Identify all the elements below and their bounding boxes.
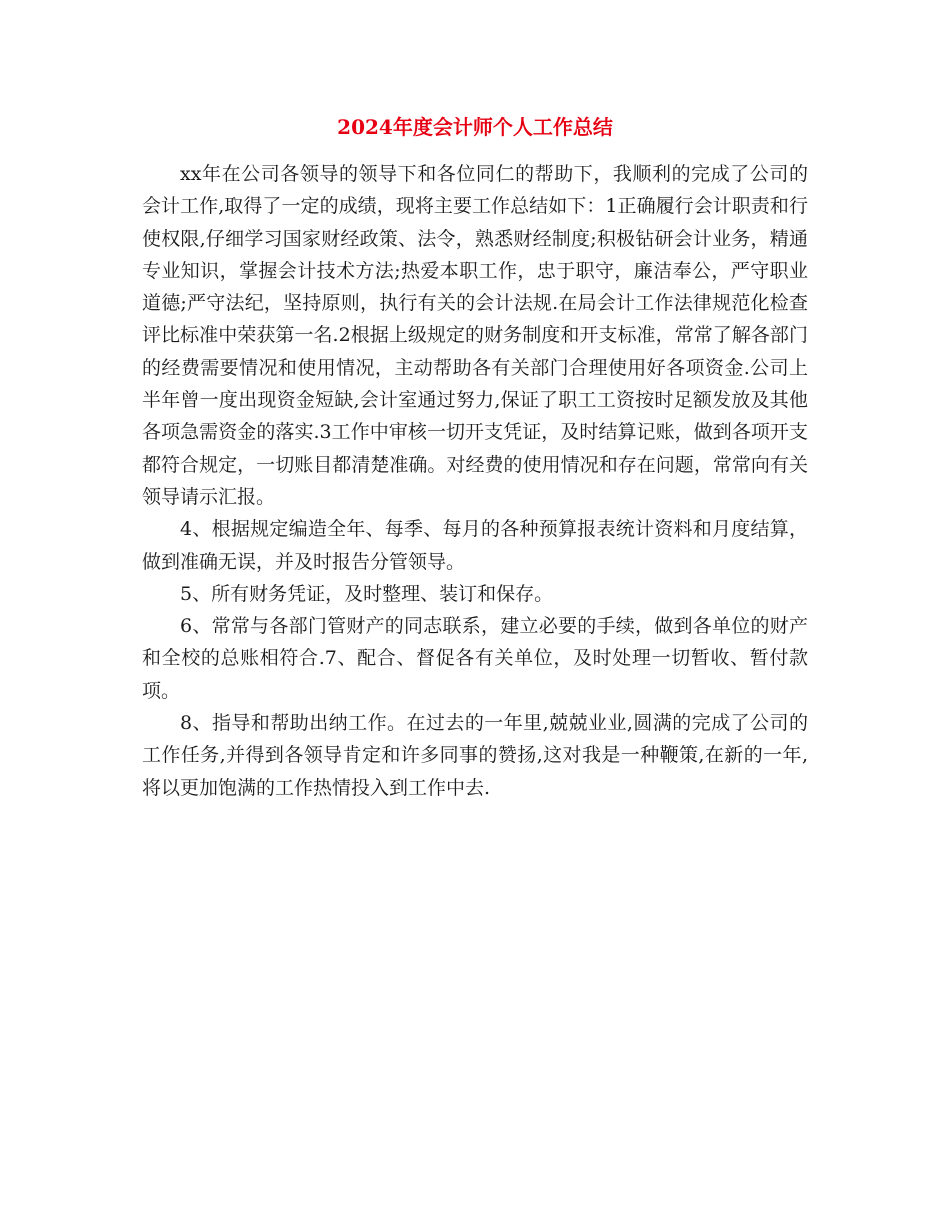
document-body xyxy=(142,158,808,804)
document-title: 2024年度会计师个人工作总结 xyxy=(337,115,613,139)
paragraph-5: 8、指导和帮助出纳工作。在过去的一年里,兢兢业业,圆满的完成了公司的工作任务,并得到各领导肯定和许多同事的赞扬,这对我是一种鞭策,在新的一年,将以更加饱满的工作热情投入到工作中去. xyxy=(142,712,808,799)
paragraph-2: 4、根据规定编造全年、每季、每月的各种预算报表统计资料和月度结算，做到准确无误，并及时报告分管领导。 xyxy=(142,518,808,573)
paragraph-4: 6、常常与各部门管财产的同志联系，建立必要的手续，做到各单位的财产和全校的总账相符合.7、配合、督促各有关单位，及时处理一切暂收、暂付款项。 xyxy=(142,615,808,702)
paragraph-1: xx年在公司各领导的领导下和各位同仁的帮助下，我顺利的完成了公司的会计工作,取得了一定的成绩，现将主要工作总结如下：1正确履行会计职责和行使权限,仔细学习国家财经政策、法令，熟悉财经制度;积极钻研会计业务，精通专业知识，掌握会计技术方法;热爱本职工作，忠于职守，廉洁奉公，严守职业道德;严守法纪，坚持原则，执行有关的会计法规.在局会计工作法律规范化检查评比标准中荣获第一名.2根据上级规定的财务制度和开支标准，常常了解各部门的经费需要情况和使用情况，主动帮助各有关部门合理使用好各项资金.公司上半年曾一度出现资金短缺,会计室通过努力,保证了职工工资按时足额发放及其他各项急需资金的落实.3工作中审核一切开支凭证，及时结算记账，做到各项开支都符合规定，一切账目都清楚准确。对经费的使用情况和存在问题，常常向有关领导请示汇报。 xyxy=(142,163,808,508)
paragraph-3: 5、所有财务凭证，及时整理、装订和保存。 xyxy=(180,582,554,605)
